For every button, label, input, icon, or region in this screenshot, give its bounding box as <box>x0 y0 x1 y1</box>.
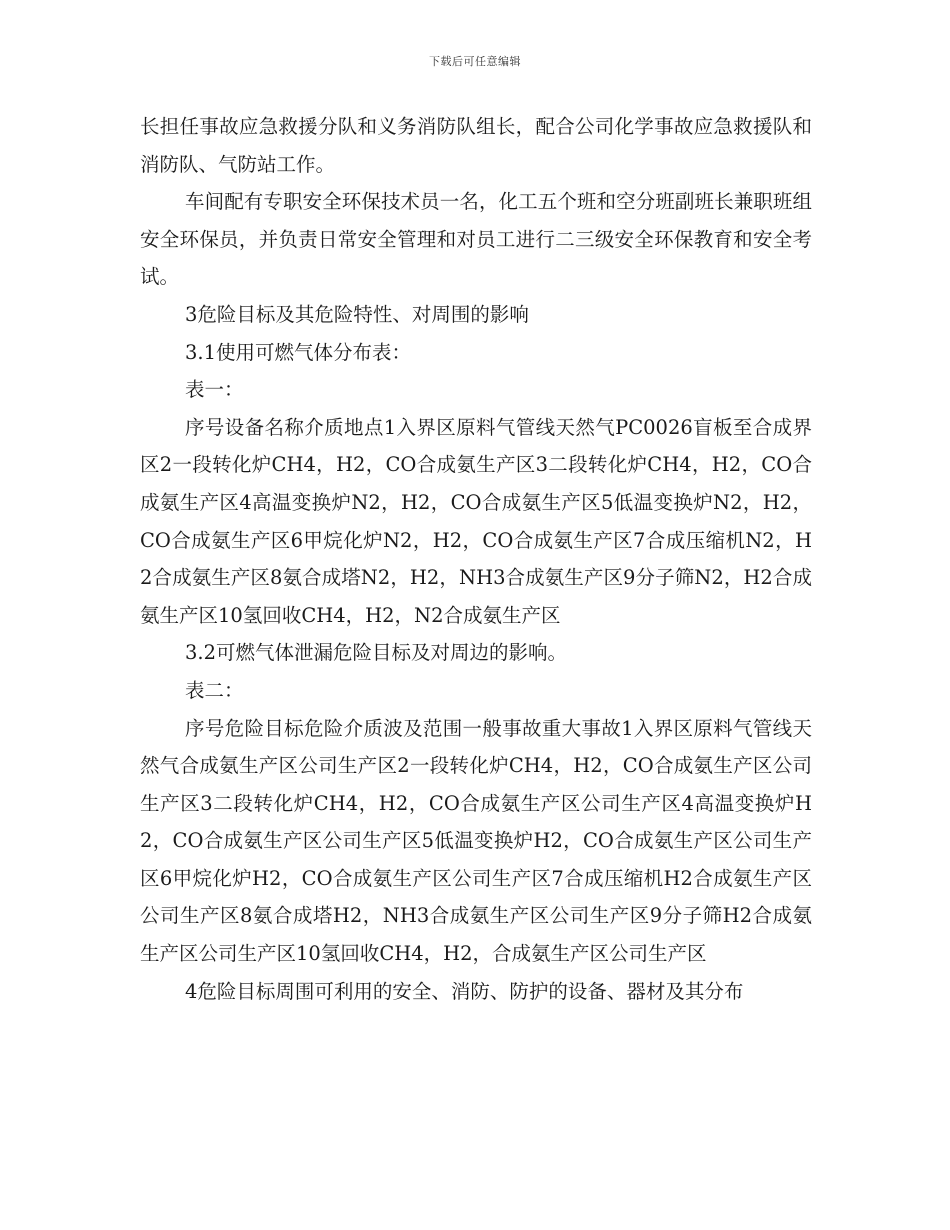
para-safety-staff: 车间配有专职安全环保技术员一名，化工五个班和空分班副班长兼职班组安全环保员，并负责日常安全管理和对员工进行二三级安全环保教育和安全考试。 <box>140 190 812 289</box>
page-header: 下载后可任意编辑 <box>429 55 521 68</box>
table-1-label: 表一： <box>185 378 244 402</box>
document-body <box>140 108 812 1010</box>
heading-3: 3危险目标及其危险特性、对周围的影响 <box>185 302 529 326</box>
heading-4: 4危险目标周围可利用的安全、消防、防护的设备、器材及其分布 <box>185 979 744 1003</box>
heading-3-1: 3.1使用可燃气体分布表： <box>185 340 412 364</box>
table-2-content: 序号危险目标危险介质波及范围一般事故重大事故1入界区原料气管线天然气合成氨生产区公司生产区2一段转化炉CH4，H2，CO合成氨生产区公司生产区3二段转化炉CH4，H2，CO合成氨生产区公司生产区4高温变换炉H2，CO合成氨生产区公司生产区5低温变换炉H2，CO合成氨生产区公司生产区6甲烷化炉H2，CO合成氨生产区公司生产区7合成压缩机H2合成氨生产区公司生产区8氨合成塔H2，NH3合成氨生产区公司生产区9分子筛H2合成氨生产区公司生产区10氢回收CH4，H2，合成氨生产区公司生产区 <box>140 716 812 966</box>
table-1-content: 序号设备名称介质地点1入界区原料气管线天然气PC0026盲板至合成界区2一段转化炉CH4，H2，CO合成氨生产区3二段转化炉CH4，H2，CO合成氨生产区4高温变换炉N2，H2，CO合成氨生产区5低温变换炉N2，H2，CO合成氨生产区6甲烷化炉N2，H2，CO合成氨生产区7合成压缩机N2，H2合成氨生产区8氨合成塔N2，H2，NH3合成氨生产区9分子筛N2，H2合成氨生产区10氢回收CH4，H2，N2合成氨生产区 <box>140 415 812 627</box>
heading-3-2: 3.2可燃气体泄漏危险目标及对周边的影响。 <box>185 641 568 665</box>
table-2-label: 表二： <box>185 678 244 702</box>
para-continued: 长担任事故应急救援分队和义务消防队组长，配合公司化学事故应急救援队和消防队、气防站工作。 <box>140 115 812 176</box>
